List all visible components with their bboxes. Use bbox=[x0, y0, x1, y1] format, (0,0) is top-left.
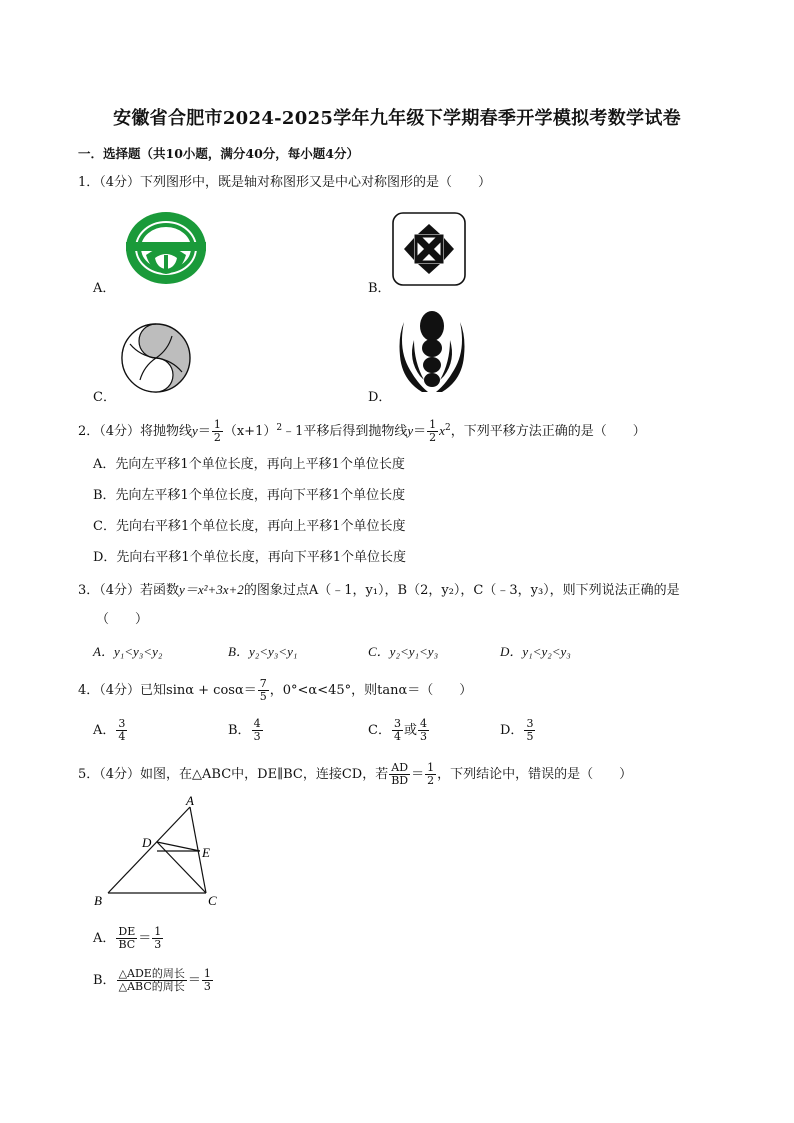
q2-option-b: B．先向左平移1个单位长度，再向下平移1个单位长度 bbox=[93, 488, 406, 503]
q5-option-a: A． $\frac{DE}{BC}$ ＝ $\frac{1}{3}$ bbox=[93, 925, 162, 951]
segment-dc bbox=[157, 842, 206, 893]
q2-fraction-2: $\frac{1}{2}$ bbox=[429, 418, 437, 444]
q2-mid: 平移后得到抛物线 bbox=[303, 424, 408, 439]
q1-option-c-label: C． bbox=[93, 390, 116, 405]
q4-option-b: B． $\frac{4}{3}$ bbox=[228, 717, 261, 743]
flame-figure-icon bbox=[396, 310, 468, 394]
label-d: D bbox=[142, 835, 152, 850]
q2-expr1-b: ﹣1 bbox=[282, 424, 304, 439]
q3-option-c: C．y₂<y₁<y₃ bbox=[368, 644, 439, 659]
q2-option-a: A．先向左平移1个单位长度，再向上平移1个单位长度 bbox=[93, 457, 405, 472]
question-5-stem: 5．（4分）如图，在△ABC中，DE∥BC，连接CD，若 $\frac{AD}{BD}$ ＝ $\frac{1}{2}$ ，下列结论中，错误的是（ ） bbox=[78, 761, 633, 787]
page-title: 安徽省合肥市2024-2025学年九年级下学期春季开学模拟考数学试卷 bbox=[113, 108, 681, 129]
q5-option-b: B． $\frac{\text{△ADE的周长}}{\text{△ABC的周长}}$ ＝ $\frac{1}{3}$ bbox=[93, 967, 211, 993]
question-1-stem: 1．（4分）下列图形中，既是轴对称图形又是中心对称图形的是（ ） bbox=[78, 175, 492, 190]
q2-suffix: ，下列平移方法正确的是（ ） bbox=[450, 424, 646, 439]
q1-option-a-label: A． bbox=[93, 281, 116, 296]
label-e: E bbox=[202, 845, 210, 860]
label-c: C bbox=[208, 893, 217, 908]
label-b: B bbox=[94, 893, 102, 908]
q3-prefix: 3．（4分）若函数 bbox=[78, 583, 180, 598]
q3-answer-paren: （ ） bbox=[96, 612, 149, 627]
q3-option-a: A．y₁<y₃<y₂ bbox=[93, 644, 163, 659]
q4-option-d: D． $\frac{3}{5}$ bbox=[500, 717, 534, 743]
question-2-stem: 2．（4分）将抛物线y＝ $\frac{1}{2}$ $(x+1)^2﹣1$平移后得到抛物线y＝ $\frac{1}{2}$ $x^2$，下列平移方法正确的是（ ） bbox=[78, 418, 646, 444]
q5-half-fraction: $\frac{1}{2}$ bbox=[427, 761, 435, 787]
green-circle-logo-icon bbox=[123, 210, 209, 286]
segment-de bbox=[157, 842, 200, 851]
q4-option-c: C． $\frac{3}{4}$ 或 $\frac{4}{3}$ bbox=[368, 717, 427, 743]
q2-fraction-1: $\frac{1}{2}$ bbox=[213, 418, 221, 444]
question-4-stem bbox=[78, 678, 472, 703]
q1-option-b-label: B． bbox=[368, 281, 391, 296]
q3-option-d: D．y₁<y₂<y₃ bbox=[500, 644, 571, 659]
q5-suffix: ，下列结论中，错误的是（ ） bbox=[437, 767, 633, 782]
q2-option-c: C．先向右平移1个单位长度，再向上平移1个单位长度 bbox=[93, 519, 406, 534]
q4-suffix: ，0°<α<45°，则tanα＝（ ） bbox=[269, 683, 473, 698]
label-a: A bbox=[186, 793, 194, 808]
q1-option-d-label: D． bbox=[368, 390, 392, 405]
q3-function: y＝x²+3x+2 bbox=[179, 582, 244, 597]
q5-ratio-fraction: $\frac{AD}{BD}$ bbox=[391, 761, 409, 787]
q2-expr1-a: （x+1） bbox=[223, 424, 277, 439]
q3-option-b: B．y₂<y₃<y₁ bbox=[228, 644, 298, 659]
q4-prefix: 4．（4分）已知sinα + cosα＝ bbox=[78, 683, 257, 698]
q5-prefix: 5．（4分）如图，在△ABC中，DE∥BC，连接CD，若 bbox=[78, 767, 389, 782]
q2-prefix: 2．（4分）将抛物线 bbox=[78, 424, 193, 439]
q3-suffix: 的图象过点A（﹣1，y₁），B（2，y₂），C（﹣3，y₃），则下列说法正确的是 bbox=[243, 583, 680, 598]
triangle-figure bbox=[90, 795, 230, 910]
rounded-square-arrows-icon bbox=[392, 212, 466, 286]
question-3-stem bbox=[78, 580, 680, 601]
section-heading: 一．选择题（共10小题，满分40分，每小题4分） bbox=[78, 146, 359, 161]
segment-ab bbox=[108, 807, 190, 893]
q2-option-d: D．先向右平移1个单位长度，再向下平移1个单位长度 bbox=[93, 550, 406, 565]
yin-yang-like-icon bbox=[120, 322, 192, 394]
q4-fraction: $\frac{7}{5}$ bbox=[259, 677, 267, 703]
q4-option-a: A． $\frac{3}{4}$ bbox=[93, 717, 126, 743]
